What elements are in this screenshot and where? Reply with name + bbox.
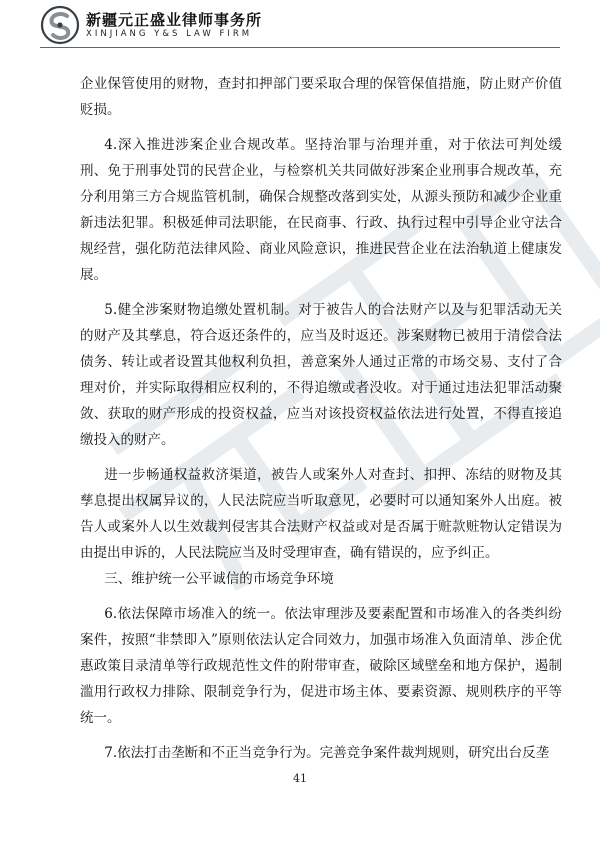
page-header — [40, 5, 560, 45]
paragraph-2: 4.深入推进涉案企业合规改革。坚持治罪与治理并重，对于依法可判处缓刑、免于刑事处罚的民营企业，与检察机关共同做好涉案企业刑事合规改革，充分利用第三方合规监管机制，确保合规整改落到实处，从源头预防和减少企业重新违法犯罪。积极延伸司法职能，在民商事、行政、执行过程中引导企业守法合规经营，强化防范法律风险、商业风险意识，推进民营企业在法治轨道上健康发展。 — [80, 137, 562, 283]
document-body — [80, 71, 562, 766]
swirl-s-logo-icon — [40, 5, 80, 45]
paragraph-3: 5.健全涉案财物追缴处置机制。对于被告人的合法财产以及与犯罪活动无关的财产及其孳息，符合返还条件的，应当及时返还。涉案财物已被用于清偿合法债务、转让或者设置其他权利负担，善意案外人通过正常的市场交易、支付了合理对价，并实际取得相应权利的，不得追缴或者没收。对于通过违法犯罪活动聚敛、获取的财产形成的投资权益，应当对该投资权益依法进行处置，不得直接追缴投入的财产。 — [80, 302, 562, 448]
paragraph-4: 进一步畅通权益救济渠道，被告人或案外人对查封、扣押、冻结的财物及其孳息提出权属异议的，人民法院应当听取意见，必要时可以通知案外人出庭。被告人或案外人以生效裁判侵害其合法财产权益或对是否属于赃款赃物认定错误为由提出申诉的，人民法院应当及时受理审查，确有错误的，应予纠正。 — [80, 467, 562, 561]
paragraph-6: 6.依法保障市场准入的统一。依法审理涉及要素配置和市场准入的各类纠纷案件，按照“非禁即入”原则依法认定合同效力，加强市场准入负面清单、涉企优惠政策目录清单等行政规范性文件的附带审查，破除区域壁垒和地方保护，遏制滥用行政权力排除、限制竞争行为，促进市场主体、要素资源、规则秩序的平等统一。 — [80, 606, 562, 726]
firm-name-english: XINJIANG Y&S LAW FIRM — [86, 29, 253, 39]
firm-name-chinese: 新疆元正盛业律师事务所 — [86, 11, 263, 29]
paragraph-1: 企业保管使用的财物，查封扣押部门要采取合理的保管保值措施，防止财产价值贬损。 — [80, 76, 562, 118]
paragraph-7: 7.依法打击垄断和不正当竞争行为。完善竞争案件裁判规则，研究出台反垄 — [104, 745, 550, 761]
section-heading: 三、维护统一公平诚信的市场竞争环境 — [104, 571, 334, 587]
header-divider — [40, 47, 560, 48]
page-number: 41 — [293, 772, 307, 785]
